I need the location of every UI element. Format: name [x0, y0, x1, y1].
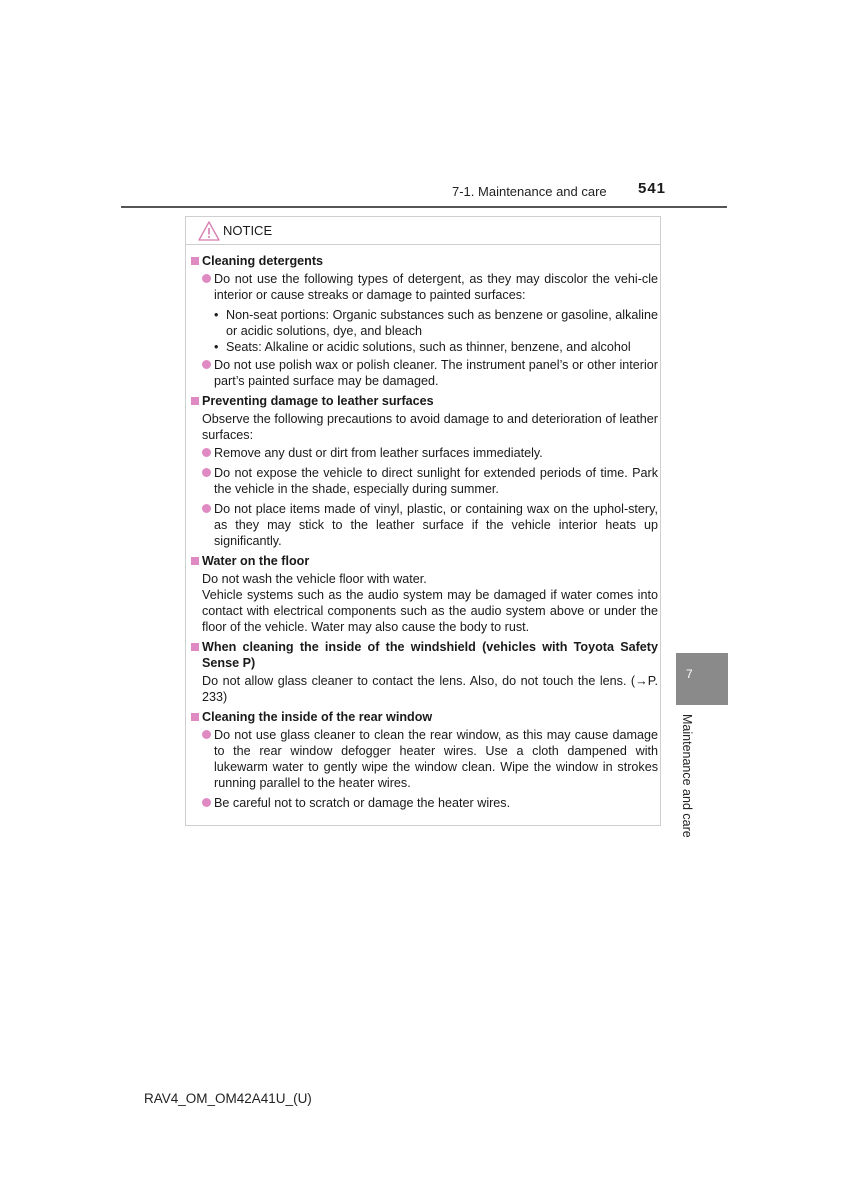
section-heading-water-floor: Water on the floor	[190, 553, 658, 569]
circle-bullet-icon	[202, 274, 211, 283]
warning-triangle-icon	[198, 221, 220, 241]
sub-list-item: • Seats: Alkaline or acidic solutions, such as thinner, benzene, and alcohol	[214, 340, 631, 354]
square-bullet-icon	[191, 397, 199, 405]
chapter-tab	[676, 653, 728, 705]
list-item: Do not place items made of vinyl, plastic, or containing wax on the uphol-stery, as they may stick to the leather surface if the vehicle interior heats up significantly.	[190, 501, 658, 549]
circle-bullet-icon	[202, 448, 211, 457]
square-bullet-icon	[191, 257, 199, 265]
paragraph: Do not wash the vehicle floor with water.	[202, 572, 427, 586]
square-bullet-icon	[191, 643, 199, 651]
list-item: Do not use glass cleaner to clean the rear window, as this may cause damage to the rear window defogger heater wires. Use a cloth dampened with lukewarm water to gently wipe the window clean. Wipe the window in strokes running parallel to the heater wires.	[190, 727, 658, 791]
notice-body	[190, 253, 658, 815]
paragraph: Vehicle systems such as the audio system may be damaged if water comes into contact with electrical components such as the audio system above or under the floor of the vehicle. Water may also cause the body to rust.	[202, 588, 658, 634]
section-title: 7-1. Maintenance and care	[452, 184, 607, 199]
circle-bullet-icon	[202, 798, 211, 807]
page-number: 541	[638, 180, 667, 197]
header-divider	[121, 206, 727, 208]
list-item: Do not expose the vehicle to direct sunlight for extended periods of time. Park the vehicle in the shade, especially during summer.	[190, 465, 658, 497]
section-heading-cleaning-detergents: Cleaning detergents	[190, 253, 658, 269]
list-item: Remove any dust or dirt from leather surfaces immediately.	[190, 445, 658, 461]
notice-label: NOTICE	[223, 223, 273, 238]
paragraph: Do not allow glass cleaner to contact the lens. Also, do not touch the lens. (→P. 233)	[202, 674, 658, 704]
chapter-number: 7	[686, 667, 693, 681]
document-code: RAV4_OM_OM42A41U_(U)	[144, 1091, 312, 1106]
list-item: Do not use polish wax or polish cleaner. The instrument panel’s or other interior part’s painted surface may be damaged.	[190, 357, 658, 389]
notice-box	[185, 216, 661, 826]
square-bullet-icon	[191, 557, 199, 565]
sub-list-item: • Non-seat portions: Organic substances such as benzene or gasoline, alkaline or acidic solutions, dye, and bleach	[214, 308, 658, 338]
chapter-label: Maintenance and care	[680, 714, 694, 838]
list-item: Do not use the following types of detergent, as they may discolor the vehi-cle interior or cause streaks or damage to painted surfaces:	[190, 271, 658, 303]
square-bullet-icon	[191, 713, 199, 721]
circle-bullet-icon	[202, 730, 211, 739]
circle-bullet-icon	[202, 360, 211, 369]
section-heading-windshield: When cleaning the inside of the windshield (vehicles with Toyota Safety Sense P)	[190, 639, 658, 671]
notice-header	[186, 217, 660, 245]
list-item: Be careful not to scratch or damage the heater wires.	[190, 795, 658, 811]
circle-bullet-icon	[202, 468, 211, 477]
paragraph: Observe the following precautions to avoid damage to and deterioration of leather surfaces:	[202, 412, 658, 442]
section-heading-rear-window: Cleaning the inside of the rear window	[190, 709, 658, 725]
section-heading-leather: Preventing damage to leather surfaces	[190, 393, 658, 409]
circle-bullet-icon	[202, 504, 211, 513]
